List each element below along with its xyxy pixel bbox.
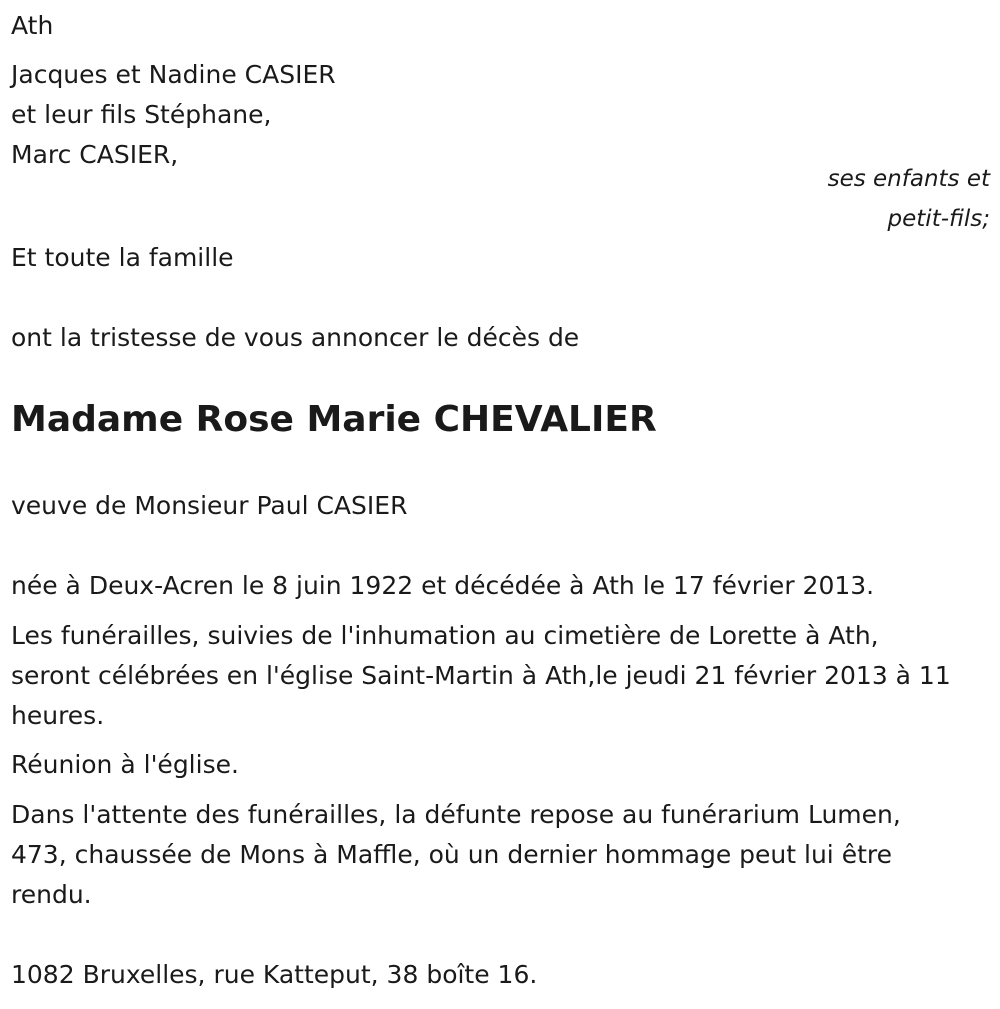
address-text: 1082 Bruxelles, rue Katteput, 38 boîte 16. — [11, 960, 538, 989]
relation-line-2: petit-fils; — [887, 206, 990, 232]
place-text: Ath — [11, 11, 54, 40]
family-line-1: Jacques et Nadine CASIER — [11, 60, 336, 89]
relation-line-1: ses enfants et — [827, 166, 990, 192]
family-line-2: et leur fils Stéphane, — [11, 100, 272, 129]
birth-death-text: née à Deux-Acren le 8 juin 1922 et décédée à Ath le 17 février 2013. — [11, 571, 875, 600]
repose-line-3: rendu. — [11, 880, 92, 909]
funeral-line-3: heures. — [11, 701, 105, 730]
meeting-text: Réunion à l'église. — [11, 750, 239, 779]
funeral-line-2: seront célébrées en l'église Saint-Martin à Ath,le jeudi 21 février 2013 à 11 — [11, 661, 951, 690]
extended-family-text: Et toute la famille — [11, 243, 234, 272]
funeral-line-1: Les funérailles, suivies de l'inhumation au cimetière de Lorette à Ath, — [11, 621, 879, 650]
family-line-3: Marc CASIER, — [11, 140, 179, 169]
repose-line-2: 473, chaussée de Mons à Maffle, où un dernier hommage peut lui être — [11, 840, 892, 869]
repose-line-1: Dans l'attente des funérailles, la défunte repose au funérarium Lumen, — [11, 800, 901, 829]
announcement-text: ont la tristesse de vous annoncer le décès de — [11, 323, 580, 352]
deceased-name: Madame Rose Marie CHEVALIER — [11, 399, 657, 440]
widow-of-text: veuve de Monsieur Paul CASIER — [11, 491, 408, 520]
